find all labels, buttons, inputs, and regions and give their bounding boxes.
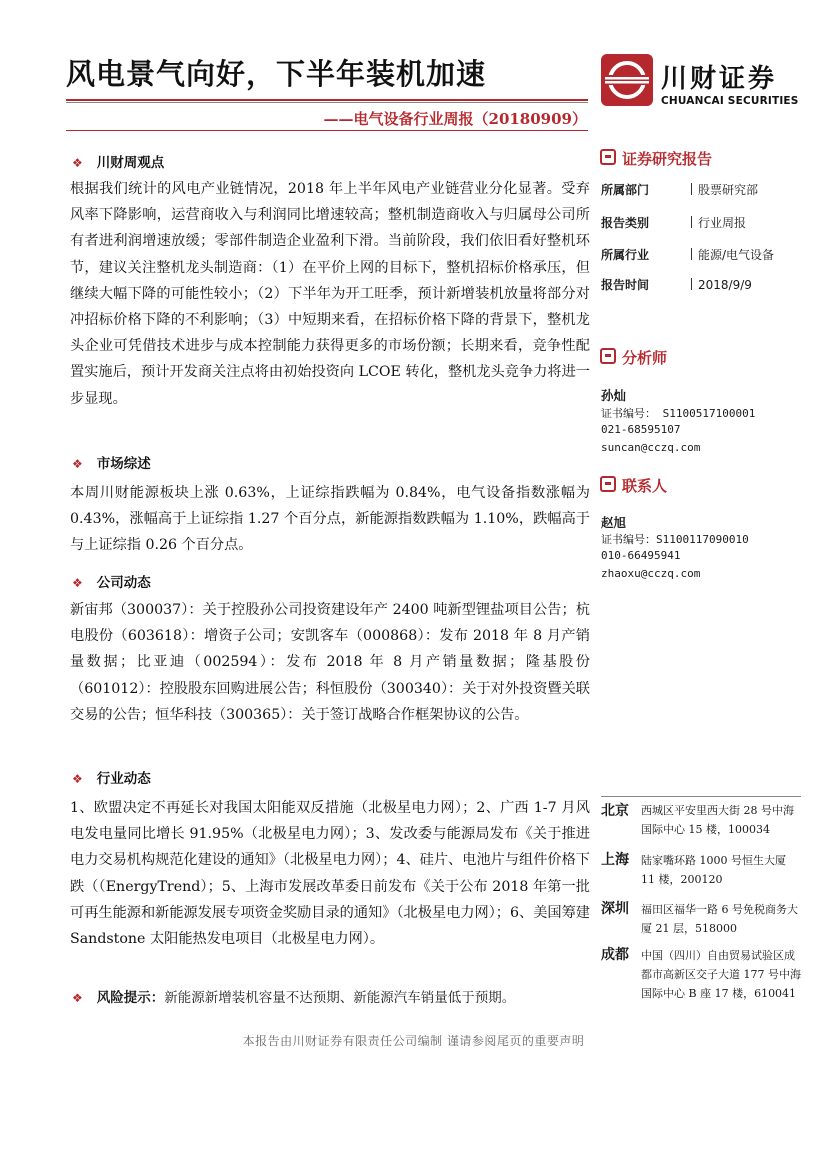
office-city-chengdu: 成都 — [601, 947, 629, 963]
office-divider — [601, 796, 801, 797]
analyst-icon — [600, 348, 616, 364]
contact-cert: 证书编号：S1100117090010 — [601, 533, 749, 546]
section-body-market: 本周川财能源板块上涨 0.63%，上证综指跌幅为 0.84%，电气设备指数涨幅为 0.43%，涨幅高于上证综指 1.27 个百分点，新能源指数跌幅为 1.10%，跌幅高于与上证综指 0.26 个百分点。 — [70, 485, 590, 554]
meta-category: 报告类别 行业周报 — [601, 216, 747, 230]
contact-icon — [600, 476, 616, 492]
chuancai-logo-icon — [601, 54, 653, 106]
section-body-company: 新宙邦（300037）：关于控股孙公司投资建设年产 2400 吨新型锂盐项目公告；杭电股份（603618）：增资子公司；安凯客车（000868）：发布 2018 年 8 月产销量数据；比亚迪（002594）：发布 2018 年 8 月产销量数据；隆基股份（601012）：控股股东回购进展公告；科恒股份（300340）：关于对外投资暨关联交易的公告；恒华科技（300365）：关于签订战略合作框架协议的公告。 — [70, 602, 590, 723]
meta-department: 所属部门 股票研究部 — [601, 183, 759, 197]
office-address-beijing: 西城区平安里西大街 28 号中海国际中心 15 楼，100034 — [641, 804, 794, 836]
contact-email[interactable]: zhaoxu@cczq.com — [601, 567, 701, 580]
office-city-shenzhen: 深圳 — [601, 901, 629, 917]
logo-name-cn: 川财证券 — [661, 64, 778, 94]
title-rule — [66, 99, 588, 101]
sidebar-heading-analyst: 分析师 — [600, 347, 667, 368]
sidebar-heading-report: 证券研究报告 — [600, 148, 712, 169]
page-footer-disclaimer: 本报告由川财证券有限责任公司编制 谨请参阅尾页的重要声明 — [242, 1034, 585, 1048]
section-heading-company: ❖ 公司动态 — [72, 575, 151, 591]
report-title: 风电景气向好，下半年装机加速 — [66, 57, 487, 91]
section-heading-view: ❖ 川财周观点 — [72, 155, 165, 171]
diamond-bullet-icon: ❖ — [72, 772, 83, 786]
office-city-beijing: 北京 — [601, 803, 629, 819]
risk-notice: ❖ 风险提示：新能源新增装机容量不达预期、新能源汽车销量低于预期。 — [72, 990, 516, 1006]
meta-industry: 所属行业 能源/电气设备 — [601, 248, 775, 262]
diamond-bullet-icon: ❖ — [72, 991, 83, 1005]
meta-date: 报告时间 2018/9/9 — [601, 278, 752, 292]
contact-phone: 010-66495941 — [601, 549, 681, 562]
logo-name-en: CHUANCAI SECURITIES — [661, 95, 799, 107]
office-address-shanghai: 陆家嘴环路 1000 号恒生大厦 11 楼，200120 — [641, 854, 786, 886]
sidebar-heading-contact: 联系人 — [600, 475, 667, 496]
title-rule-thin — [66, 102, 588, 103]
office-city-shanghai: 上海 — [601, 852, 629, 868]
analyst-phone: 021-68595107 — [601, 423, 681, 436]
diamond-bullet-icon: ❖ — [72, 457, 83, 471]
section-body-view: 根据我们统计的风电产业链情况，2018 年上半年风电产业链营业分化显著。受弃风率下降影响，运营商收入与利润同比增速较高；整机制造商收入与归属母公司所有者进利润增速放缓；零部件制造企业盈利下滑。当前阶段，我们依旧看好整机环节，建议关注整机龙头制造商：（1）在平价上网的目标下，整机招标价格承压，但继续大幅下降的可能性较小；（2）下半年为开工旺季，预计新增装机放量将部分对冲招标价格下降的不利影响；（3）中短期来看，在招标价格下降的背景下，整机龙头企业可凭借技术进步与成本控制能力获得更多的市场份额；长期来看，竞争性配置实施后，预计开发商关注点将由初始投资向 LCOE 转化，整机龙头竞争力将进一步显现。 — [70, 181, 590, 407]
analyst-email[interactable]: suncan@cczq.com — [601, 441, 701, 454]
header-bottom-rule — [66, 130, 588, 131]
section-heading-market: ❖ 市场综述 — [72, 456, 151, 472]
contact-name: 赵旭 — [601, 515, 627, 530]
section-heading-industry: ❖ 行业动态 — [72, 771, 151, 787]
report-subtitle: ——电气设备行业周报（20180909） — [323, 110, 587, 128]
office-address-chengdu: 中国（四川）自由贸易试验区成都市高新区交子大道 177 号中海国际中心 B 座 17 楼，610041 — [641, 949, 801, 1000]
analyst-name: 孙灿 — [601, 388, 627, 403]
section-body-industry: 1、欧盟决定不再延长对我国太阳能双反措施（北极星电力网）；2、广西 1-7 月风电发电量同比增长 91.95%（北极星电力网）；3、发改委与能源局发布《关于推进电力交易机构规范化建设的通知》（北极星电力网）；4、硅片、电池片与组件价格下跌（（EnergyTrend）；5、上海市发展改革委日前发布《关于公布 2018 年第一批可再生能源和新能源发展专项资金奖励目录的通知》（北极星电力网）；6、美国筹建 Sandstone 太阳能热发电项目（北极星电力网）。 — [70, 800, 590, 948]
analyst-cert: 证书编号： S1100517100001 — [601, 407, 756, 420]
report-icon — [600, 149, 616, 165]
diamond-bullet-icon: ❖ — [72, 576, 83, 590]
office-address-shenzhen: 福田区福华一路 6 号免税商务大厦 21 层，518000 — [641, 903, 798, 935]
diamond-bullet-icon: ❖ — [72, 156, 83, 170]
